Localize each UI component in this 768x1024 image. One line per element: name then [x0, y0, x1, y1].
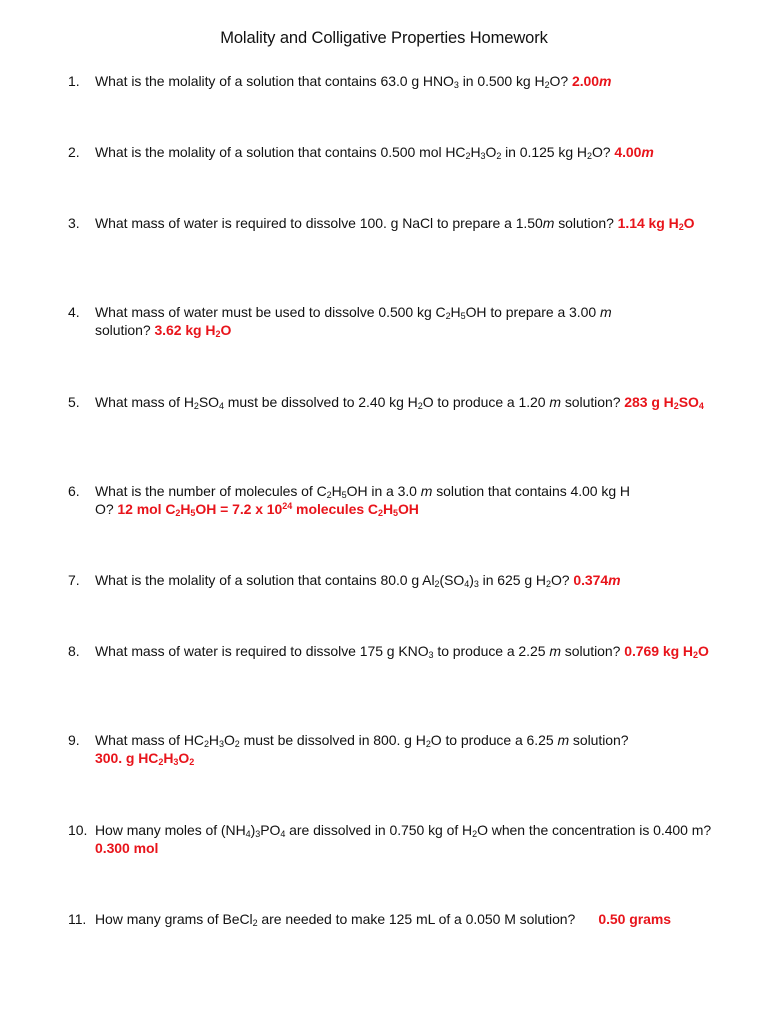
question-text: What is the molality of a solution that contains 0.500 mol $HC_2H_3O_2$ in 0.125 kg $H_2O$? 4.00m [95, 144, 654, 161]
question-text: How many grams of BeCl$_2$ are needed to make 125 mL of a 0.050 M solution? 0.50 grams [95, 911, 671, 928]
question-4 [68, 303, 738, 339]
question-number: 7. [68, 572, 80, 588]
question-text: What is the molality of a solution that contains 80.0 g $Al_2(SO_4)_3$ in 625 g $H_2O$? 0.374m [95, 572, 621, 589]
answer: 0.769 kg $H_2O$ [624, 643, 709, 660]
question-7 [68, 571, 738, 589]
answer: 300. g $HC_2H_3O_2$ [95, 750, 195, 767]
answer: 1.14 kg $H_2O$ [617, 215, 695, 232]
answer: 283 g $H_2SO_4$ [624, 394, 704, 411]
question-6 [68, 482, 738, 518]
answer: 12 mol $C_2H_5OH = 7.2$ x $10^{24}$ molecules $C_2H_5OH$ [117, 501, 419, 518]
question-number: 4. [68, 304, 80, 320]
answer: 0.50 grams [598, 911, 671, 927]
question-8 [68, 642, 738, 660]
answer: 3.62 kg $H_2O$ [154, 322, 232, 339]
question-10 [68, 821, 738, 857]
question-number: 1. [68, 73, 80, 89]
question-text: What mass of water is required to dissolve 100. g NaCl to prepare a 1.50m solution? 1.14 kg $H_2O$ [95, 215, 695, 232]
question-number: 11. [68, 911, 87, 927]
question-text: What mass of $HC_2H_3O_2$ must be dissolved in 800. g $H_2O$ to produce a 6.25 m solution? 300. g $HC_2H_3O_2$ [95, 732, 629, 767]
question-2 [68, 143, 738, 161]
question-text: What is the number of molecules of $C_2H_5OH$ in a 3.0 m solution that contains 4.00 kg H O? 12 mol $C_2H_5OH = 7.2$ x $10^{24}$ molecules $C_2H_5OH$ [95, 483, 630, 518]
question-11 [68, 910, 738, 928]
question-number: 8. [68, 643, 80, 659]
answer: 0.300 mol [95, 840, 159, 856]
answer: 4.00m [614, 144, 654, 160]
question-3 [68, 214, 738, 232]
question-1 [68, 72, 738, 90]
question-number: 6. [68, 483, 80, 499]
question-number: 2. [68, 144, 80, 160]
question-9 [68, 731, 738, 767]
answer: 2.00m [571, 73, 612, 89]
question-5 [68, 393, 738, 411]
question-number: 3. [68, 215, 80, 231]
question-text: What is the molality of a solution that contains 63.0 g $HNO_3$ in 0.500 kg $H_2O$? 2.00m [95, 73, 612, 90]
question-number: 5. [68, 394, 80, 410]
question-text: What mass of water must be used to dissolve 0.500 kg $C_2H_5OH$ to prepare a 3.00 m solution? 3.62 kg $H_2O$ [95, 304, 612, 339]
answer: 0.374m [573, 572, 621, 588]
question-number: 10. [68, 822, 88, 838]
question-number: 9. [68, 732, 80, 748]
question-text: What mass of water is required to dissolve 175 g $KNO_3$ to produce a 2.25 m solution? 0.769 kg $H_2O$ [95, 643, 709, 660]
question-text: How many moles of $(NH_4)_3PO_4$ are dissolved in 0.750 kg of $H_2O$ when the concentration is 0.400 m? 0.300 mol [95, 822, 712, 856]
question-text: What mass of $H_2SO_4$ must be dissolved to 2.40 kg $H_2O$ to produce a 1.20 m solution? 283 g $H_2SO_4$ [95, 394, 704, 411]
page-title: Molality and Colligative Properties Homework [220, 29, 548, 47]
